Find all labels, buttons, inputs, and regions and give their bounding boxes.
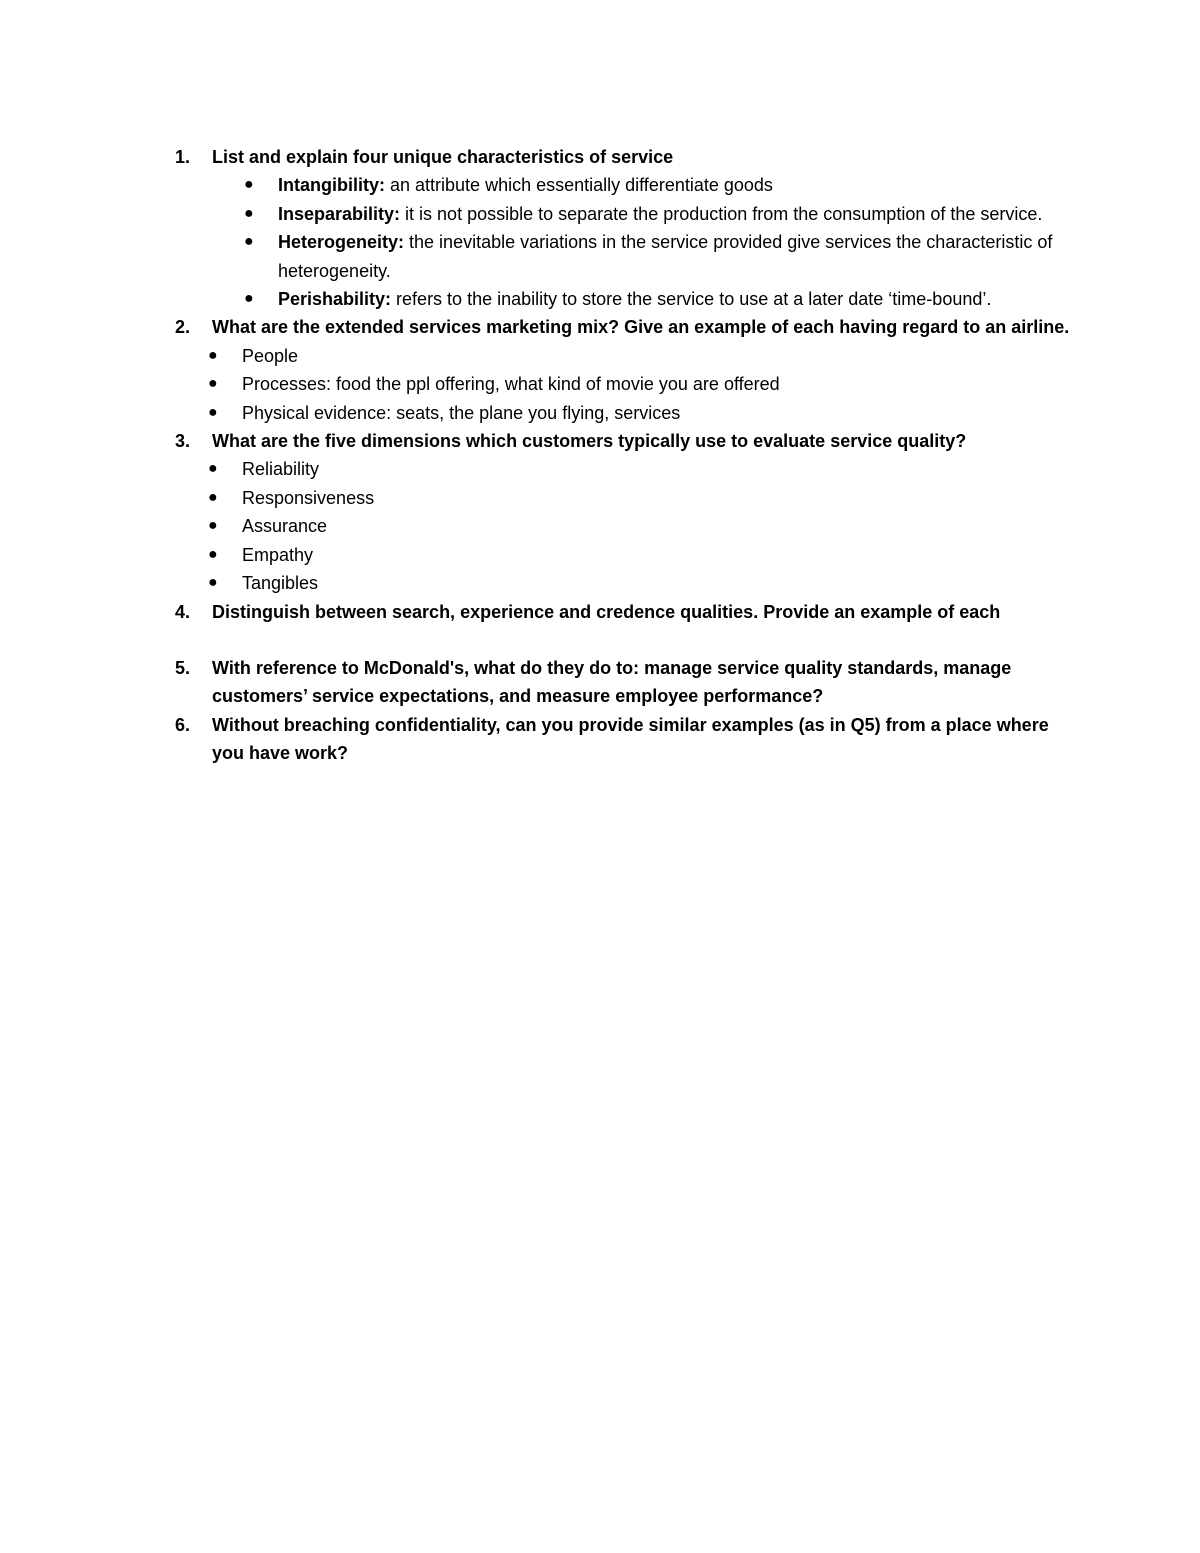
question-number: 5. [175,657,191,678]
list-item [244,285,1072,313]
term-label: Inseparability: [278,203,401,224]
bullet-icon: ● [208,375,218,393]
bullet-icon: ● [244,233,254,251]
question-text: Without breaching confidentiality, can you provide similar examples (as in Q5) from a place where you have work? [212,714,1049,764]
term-definition: it is not possible to separate the production from the consumption of the service. [400,203,1043,224]
list-item [208,512,1072,540]
term-definition: an attribute which essentially differentiate goods [385,175,773,196]
question-number: 4. [175,601,191,622]
bullet-icon: ● [208,517,218,535]
term-label: Perishability: [278,289,392,310]
list-item [208,342,1072,370]
question-text: What are the extended services marketing mix? Give an example of each having regard to an airline. [212,317,1070,338]
answer-list-3 [172,455,1072,597]
bullet-icon: ● [208,460,218,478]
term-definition: refers to the inability to store the service to use at a later date ‘time-bound’. [391,289,992,310]
paragraph-gap [172,626,1072,654]
bullet-icon: ● [208,403,218,421]
term-label: Heterogeneity: [278,232,405,253]
question-number: 1. [175,147,191,167]
list-item [208,484,1072,512]
list-item-text: Empathy [242,544,314,565]
question-number: 6. [175,714,191,735]
list-item-text: Physical evidence: seats, the plane you flying, services [242,402,681,423]
list-item-text: People [242,345,299,366]
answer-list-1 [172,171,1072,313]
bullet-icon: ● [244,204,254,222]
bullet-icon: ● [244,290,254,308]
question-text: What are the five dimensions which customers typically use to evaluate service quality? [212,431,967,452]
question-text: With reference to McDonald's, what do they do to: manage service quality standards, manage customers’ service expectations, and measure employee performance? [212,657,1012,707]
list-item [208,569,1072,597]
list-item-text: Processes: food the ppl offering, what kind of movie you are offered [242,374,780,395]
question-list [172,143,1072,768]
question-number: 3. [175,431,191,452]
list-item-text: Tangibles [242,573,319,594]
list-item [244,200,1072,228]
list-item-text: Assurance [242,516,328,537]
term-label: Intangibility: [278,175,385,196]
question-text: Distinguish between search, experience and credence qualities. Provide an example of each [212,601,1001,622]
bullet-icon: ● [208,346,218,364]
question-4 [172,598,1072,626]
answer-list-2 [172,342,1072,427]
question-text: List and explain four unique characteristics of service [212,147,674,167]
list-item [208,455,1072,483]
list-item [244,228,1072,285]
term-definition: the inevitable variations in the service provided give services the characteristic of heterogeneity. [278,232,1053,281]
list-item [208,370,1072,398]
question-number: 2. [175,317,191,338]
question-5 [172,654,1072,711]
bullet-icon: ● [208,545,218,563]
list-item [208,541,1072,569]
bullet-icon: ● [208,488,218,506]
question-1 [172,143,1072,171]
question-3 [172,427,1072,455]
list-item-text: Reliability [242,459,320,480]
list-item [244,171,1072,199]
list-item [208,399,1072,427]
bullet-icon: ● [244,176,254,194]
bullet-icon: ● [208,574,218,592]
question-6 [172,711,1072,768]
list-item-text: Responsiveness [242,487,375,508]
question-2 [172,313,1072,341]
